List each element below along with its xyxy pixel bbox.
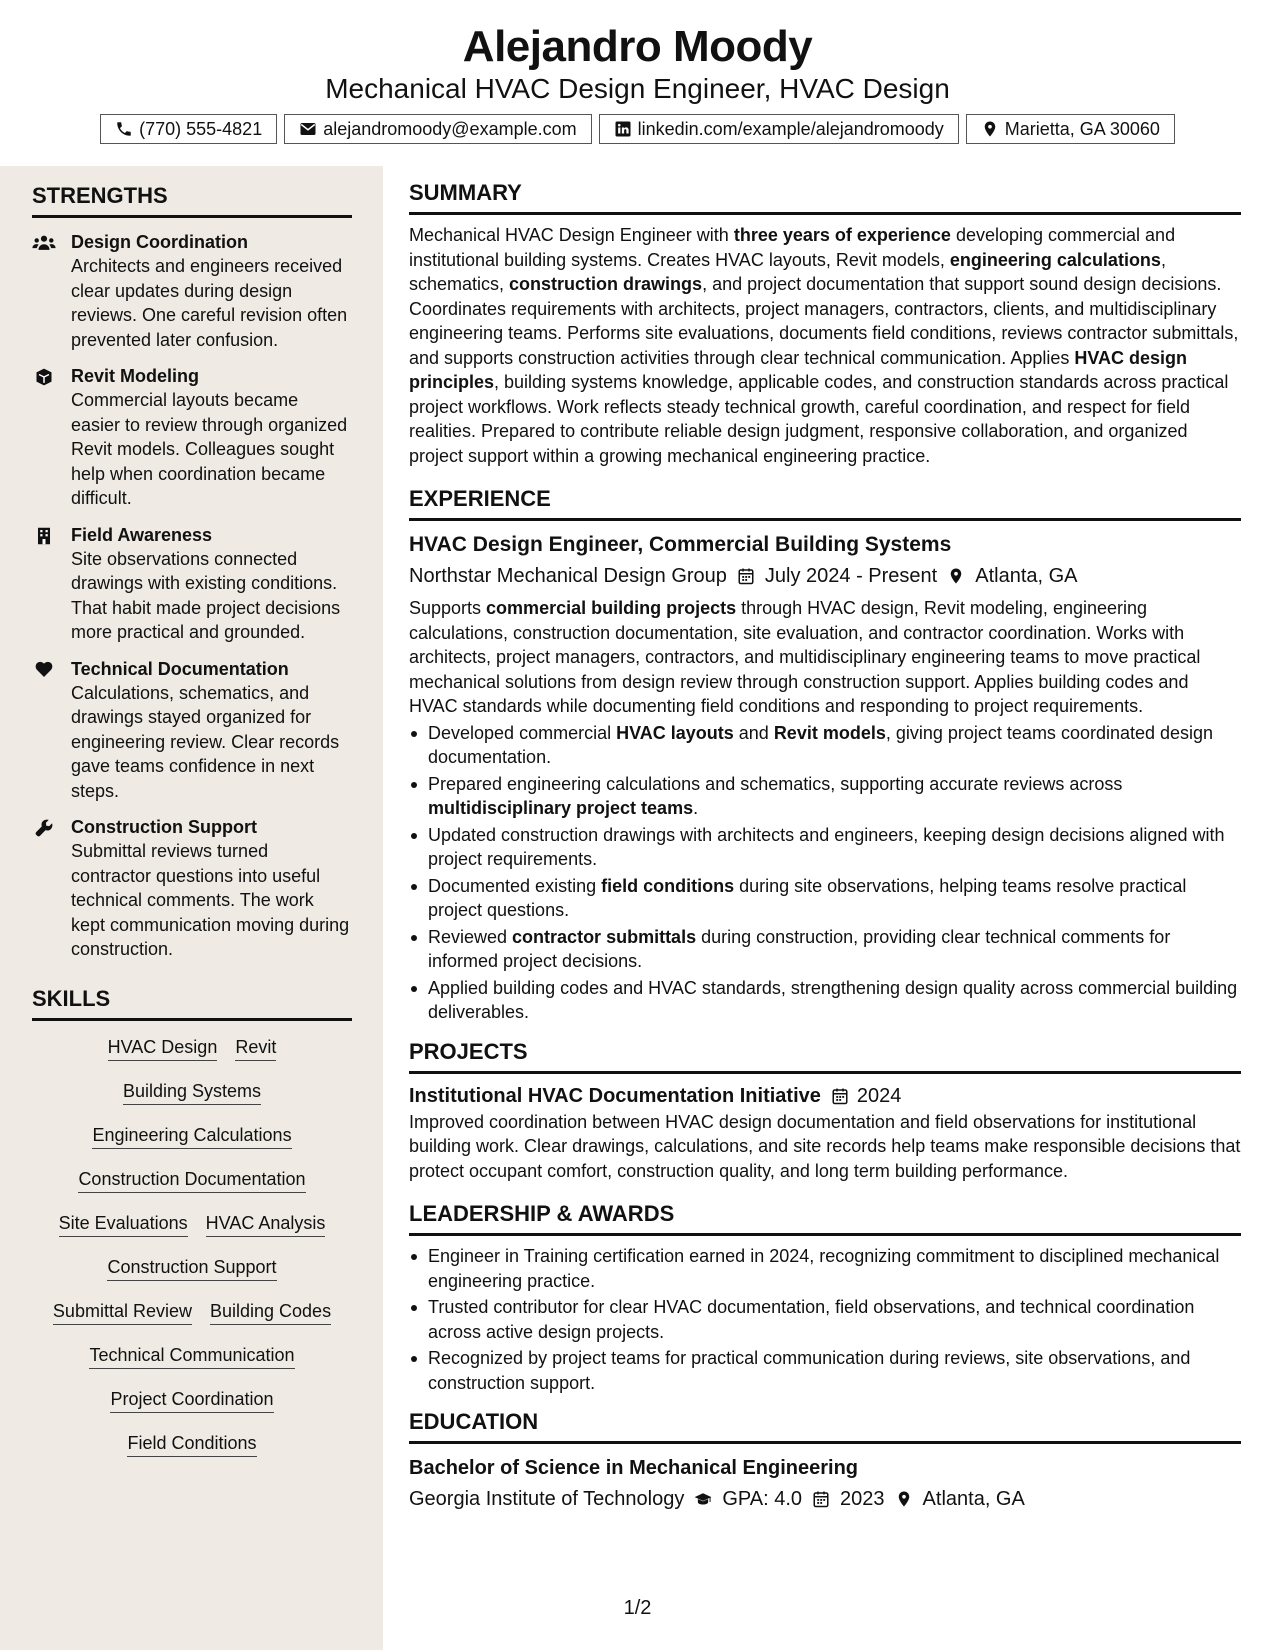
map-pin-icon bbox=[947, 567, 965, 585]
graduation-cap-icon bbox=[694, 1490, 712, 1508]
leadership-bullets bbox=[409, 1244, 1241, 1395]
job-title: HVAC Design Engineer, Commercial Building Systems bbox=[409, 533, 952, 556]
map-pin-icon bbox=[895, 1490, 913, 1508]
job-bullets bbox=[409, 721, 1241, 1025]
bold-run: HVAC layouts bbox=[616, 722, 734, 743]
strengths-heading: STRENGTHS bbox=[32, 183, 352, 218]
list-item: Documented existing field conditions during site observations, helping teams resolve practical project questions. bbox=[409, 874, 1241, 923]
education-heading: EDUCATION bbox=[409, 1409, 1241, 1444]
skill-tag: HVAC Design bbox=[108, 1035, 218, 1061]
project-header bbox=[409, 1082, 1241, 1110]
envelope-icon bbox=[299, 120, 317, 138]
job-meta bbox=[409, 562, 1241, 590]
strength-item bbox=[32, 364, 352, 511]
strength-item bbox=[32, 523, 352, 645]
leadership-heading: LEADERSHIP & AWARDS bbox=[409, 1201, 1241, 1236]
list-item: Recognized by project teams for practical communication during reviews, site observations, and construction support. bbox=[409, 1346, 1241, 1395]
contact-email[interactable] bbox=[284, 114, 591, 144]
building-icon bbox=[35, 526, 53, 546]
skill-tag: Building Codes bbox=[210, 1299, 331, 1325]
strength-item bbox=[32, 230, 352, 352]
contact-phone[interactable] bbox=[100, 114, 277, 144]
sidebar bbox=[0, 166, 383, 1650]
degree-title: Bachelor of Science in Mechanical Engineering bbox=[409, 1457, 859, 1479]
contact-linkedin[interactable] bbox=[599, 114, 959, 144]
job-dates: July 2024 - Present bbox=[764, 565, 938, 587]
experience-heading: EXPERIENCE bbox=[409, 486, 1241, 521]
skill-tag: Field Conditions bbox=[127, 1431, 256, 1457]
skill-tag: Construction Support bbox=[107, 1255, 276, 1281]
skill-tag: HVAC Analysis bbox=[206, 1211, 326, 1237]
list-item: Reviewed contractor submittals during construction, providing clear technical comments for informed project decisions. bbox=[409, 925, 1241, 974]
main-content bbox=[409, 180, 1241, 1531]
strength-text: Calculations, schematics, and drawings stayed organized for engineering review. Clear records gave teams confidence in next steps. bbox=[71, 682, 340, 801]
skill-tag: Submittal Review bbox=[53, 1299, 192, 1325]
summary-section bbox=[409, 180, 1241, 468]
map-pin-icon bbox=[981, 120, 999, 138]
projects-section bbox=[409, 1039, 1241, 1184]
contact-location-text: Marietta, GA 30060 bbox=[1004, 118, 1160, 139]
bold-run: multidisciplinary project teams bbox=[428, 798, 694, 818]
summary-text: Mechanical HVAC Design Engineer with three years of experience developing commercial and institutional building systems. Creates HVAC layouts, Revit models, engineering calculations, schematics, construction drawings, and project documentation that support sound design decisions. Coordinates requirements with architects, project managers, contractors, clients, and multidisciplinary engineering teams. Performs site evaluations, documents field conditions, reviews contractor submittals, and supports construction activities through clear technical communication. Applies HVAC design principles, building systems knowledge, applicable codes, and construction standards across practical project workflows. Work reflects steady technical growth, careful coordination, and respect for field realities. Prepared to contribute reliable design judgment, responsive collaboration, and organized project support within a growing mechanical engineering practice. bbox=[409, 225, 1239, 466]
skill-tag: Engineering Calculations bbox=[92, 1123, 291, 1149]
list-item: Engineer in Training certification earned in 2024, recognizing commitment to disciplined mechanical engineering practice. bbox=[409, 1244, 1241, 1293]
project-year: 2024 bbox=[856, 1084, 902, 1107]
list-item: Applied building codes and HVAC standards, strengthening design quality across commercial building deliverables. bbox=[409, 976, 1241, 1025]
list-item: Updated construction drawings with architects and engineers, keeping design decisions aligned with project requirements. bbox=[409, 823, 1241, 872]
calendar-icon bbox=[737, 567, 755, 585]
projects-heading: PROJECTS bbox=[409, 1039, 1241, 1074]
bold-run: construction drawings bbox=[509, 274, 703, 294]
strength-text: Architects and engineers received clear updates during design reviews. One careful revision often prevented later confusion. bbox=[71, 256, 348, 350]
candidate-name: Alejandro Moody bbox=[462, 22, 813, 71]
gpa: GPA: 4.0 bbox=[722, 1488, 803, 1510]
school-name: Georgia Institute of Technology bbox=[409, 1488, 685, 1510]
job-location: Atlanta, GA bbox=[975, 565, 1078, 587]
contact-bar bbox=[0, 114, 1275, 144]
strength-text: Site observations connected drawings with existing conditions. That habit made project decisions more practical and grounded. bbox=[71, 548, 341, 642]
strength-text: Submittal reviews turned contractor questions into useful technical comments. The work kept communication moving during construction. bbox=[71, 841, 350, 959]
cube-icon bbox=[34, 367, 54, 387]
strength-title: Construction Support bbox=[71, 817, 257, 837]
company-name: Northstar Mechanical Design Group bbox=[409, 565, 727, 587]
list-item: Prepared engineering calculations and schematics, supporting accurate reviews across multidisciplinary project teams. bbox=[409, 772, 1241, 821]
summary-heading: SUMMARY bbox=[409, 180, 1241, 215]
skill-tag: Revit bbox=[235, 1035, 276, 1061]
bold-run: Revit models bbox=[773, 722, 886, 743]
calendar-icon bbox=[831, 1087, 849, 1105]
skill-tag: Building Systems bbox=[123, 1079, 261, 1105]
bold-run: engineering calculations bbox=[949, 249, 1161, 270]
skill-tag: Construction Documentation bbox=[78, 1167, 305, 1193]
strength-item bbox=[32, 657, 352, 804]
calendar-icon bbox=[812, 1490, 830, 1508]
skills-heading: SKILLS bbox=[32, 986, 352, 1021]
school-location: Atlanta, GA bbox=[922, 1488, 1025, 1510]
education-section bbox=[409, 1409, 1241, 1513]
list-item: Trusted contributor for clear HVAC documentation, field observations, and technical coordination across active design projects. bbox=[409, 1295, 1241, 1344]
skills-list bbox=[32, 1035, 352, 1457]
strength-item bbox=[32, 815, 352, 962]
education-meta bbox=[409, 1485, 1241, 1513]
skill-tag: Site Evaluations bbox=[59, 1211, 188, 1237]
contact-location[interactable] bbox=[966, 114, 1175, 144]
leadership-section bbox=[409, 1201, 1241, 1395]
strength-title: Technical Documentation bbox=[71, 658, 289, 679]
list-item: Developed commercial HVAC layouts and Revit models, giving project teams coordinated design documentation. bbox=[409, 721, 1241, 770]
strength-text: Commercial layouts became easier to review through organized Revit models. Colleagues sought help when coordination became difficult. bbox=[71, 390, 348, 508]
heart-icon bbox=[34, 660, 54, 679]
phone-icon bbox=[115, 120, 133, 138]
job-description: Supports commercial building projects through HVAC design, Revit modeling, engineering calculations, construction documentation, site evaluation, and contractor coordination. Works with architects, project managers, contractors, and multidisciplinary engineering teams to move practical mechanical solutions from design review through construction support. Applies building codes and HVAC standards while documenting field conditions and responding to project requirements. bbox=[409, 598, 1201, 716]
graduation-year: 2023 bbox=[840, 1488, 885, 1510]
users-icon bbox=[32, 234, 56, 252]
bold-run: contractor submittals bbox=[512, 926, 697, 947]
project-title: Institutional HVAC Documentation Initiative bbox=[409, 1084, 821, 1107]
skill-tag: Technical Communication bbox=[89, 1343, 294, 1369]
linkedin-icon bbox=[614, 120, 632, 138]
contact-linkedin-text: linkedin.com/example/alejandromoody bbox=[637, 118, 944, 139]
candidate-title: Mechanical HVAC Design Engineer, HVAC Design bbox=[325, 73, 950, 104]
wrench-icon bbox=[34, 818, 54, 838]
strength-title: Field Awareness bbox=[71, 524, 213, 545]
contact-phone-text: (770) 555-4821 bbox=[139, 118, 263, 139]
bold-run: HVAC design principles bbox=[409, 347, 1188, 392]
bold-run: field conditions bbox=[601, 875, 735, 896]
bold-run: three years of experience bbox=[733, 225, 951, 245]
experience-section bbox=[409, 486, 1241, 1025]
bold-run: commercial building projects bbox=[486, 598, 737, 618]
page-number: 1/2 bbox=[623, 1597, 652, 1619]
project-text: Improved coordination between HVAC design documentation and field observations for institutional building work. Clear drawings, calculations, and site records help teams make responsible decisions that protect occupant comfort, construction quality, and long term building performance. bbox=[409, 1111, 1241, 1181]
strength-title: Design Coordination bbox=[71, 232, 248, 252]
skill-tag: Project Coordination bbox=[110, 1387, 273, 1413]
strength-title: Revit Modeling bbox=[71, 366, 200, 386]
contact-email-text: alejandromoody@example.com bbox=[323, 118, 577, 139]
